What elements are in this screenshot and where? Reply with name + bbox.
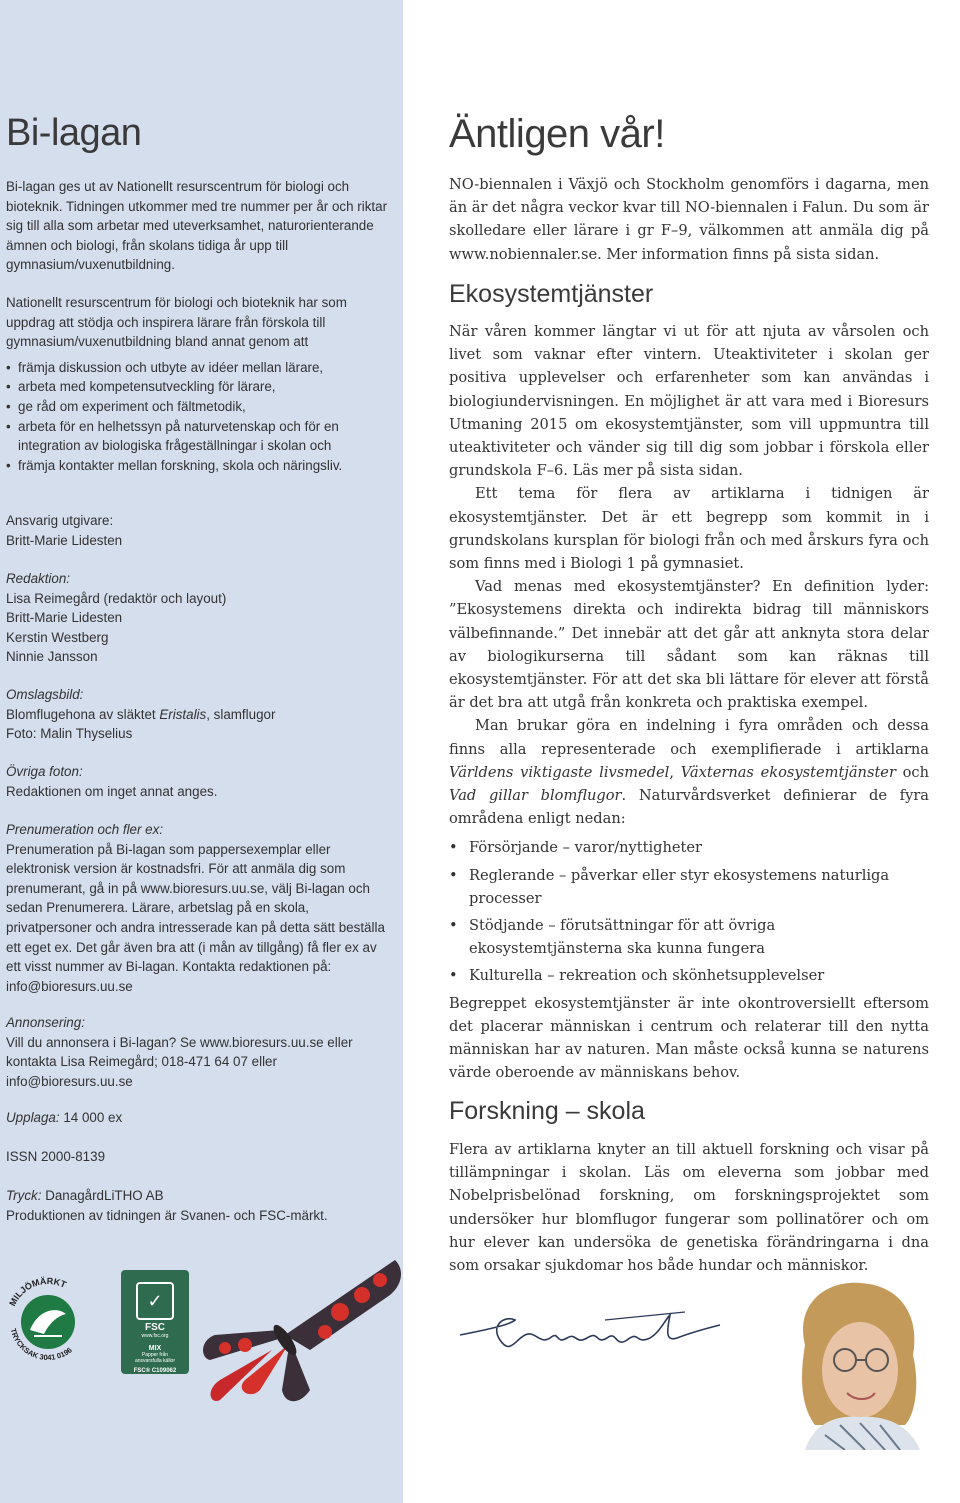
issn <box>6 1147 391 1167</box>
production-text: Produktionen av tidningen är Svanen- och FSC-märkt. <box>6 1207 328 1223</box>
article-title: Växternas ekosystemtjänster <box>680 763 896 781</box>
main-title: Äntligen vår! <box>449 112 665 156</box>
cover-caption <box>6 705 391 725</box>
sidebar-mission <box>6 293 391 475</box>
cover-photo-credit: Foto: Malin Thyselius <box>6 726 133 742</box>
fsc-text2: ansvarsfulla källor <box>134 1358 176 1364</box>
cover-label: Omslagsbild: <box>6 687 84 702</box>
moth-illustration <box>190 1240 410 1430</box>
areas-list <box>449 836 929 987</box>
other-photos-block <box>6 762 391 801</box>
other-photos-label: Övriga foton: <box>6 764 83 779</box>
list-item: • främja kontakter mellan forskning, skola och näringsliv. <box>6 456 391 476</box>
section-research-body <box>449 1138 929 1277</box>
print-run <box>6 1108 391 1128</box>
main-intro <box>449 173 929 266</box>
printer-name: DanagårdLiTHO AB <box>45 1188 164 1203</box>
cover-caption-genus: Eristalis <box>159 706 207 722</box>
list-item: • Reglerande – påverkar eller styr ekosystemens naturliga processer <box>449 864 929 910</box>
paragraph-text: , <box>669 763 681 781</box>
main-intro-text: NO-biennalen i Växjö och Stockholm genomförs i dagarna, men än är det några veckor kvar till NO-biennalen i Falun. Du som är skolledare eller lärare i gr F–9, välkommen att anmäla dig på www.nobiennaler.se. Mer information finns på sista sidan. <box>449 176 929 263</box>
mission-list <box>6 358 391 476</box>
editorial-member: Ninnie Jansson <box>6 649 98 665</box>
signature-image <box>455 1300 725 1360</box>
list-item: • främja diskussion och utbyte av idéer mellan lärare, <box>6 358 391 378</box>
editorial-block <box>6 569 391 667</box>
publisher-label: Ansvarig utgivare: <box>6 513 114 528</box>
paragraph: Flera av artiklarna knyter an till aktuell forskning och visar på tillämpningar i skolan. Läs om eleverna som jobbar med Nobelprisbelönad forskning, om forskningsprojektet som undersöker hur blomflugor fungerar som pollinatörer och om hur elever kan undersöka de genetiska förändringarna i dna som orsakar sjukdomar hos både hundar och människor. <box>449 1141 929 1275</box>
other-photos-text: Redaktionen om inget annat anges. <box>6 783 218 799</box>
svanen-top-text: MILJÖMÄRKT <box>7 1275 68 1308</box>
paragraph: När våren kommer längtar vi ut för att njuta av vårsolen och livet som vaknar efter vintern. Uteaktiviteter i skolan ger positiva upplevelser och erfarenheter som kan användas i biologiundervisningen. En möjlighet är att vara med i Bioresurs Utmaning 2015 om ekosystemtjänster, som vill uppmuntra till uteaktiviteter och vänder sig till dig som jobbar i förskola eller grundskola F–6. Läs mer på sista sidan. <box>449 323 929 480</box>
article-title: Vad gillar blomflugor <box>449 787 622 805</box>
ads-text: Vill du annonsera i Bi-lagan? Se www.bioresurs.uu.se eller kontakta Lisa Reimegård; 018-471 64 07 eller info@bioresurs.uu.se <box>6 1034 353 1089</box>
editorial-member: Lisa Reimegård (redaktör och layout) <box>6 590 227 606</box>
cover-caption-post: , slamflugor <box>206 706 276 722</box>
section-heading-research: Forskning – skola <box>449 1097 645 1125</box>
ads-block <box>6 1013 391 1091</box>
section-heading-ecosystem: Ekosystemtjänster <box>449 280 654 308</box>
paragraph <box>449 714 929 830</box>
fsc-mix: MIX <box>148 1345 162 1352</box>
fsc-logo <box>121 1270 189 1374</box>
fsc-url: www.fsc.org <box>141 1333 169 1339</box>
intro-text: Bi-lagan ges ut av Nationellt resurscentrum för biologi och bioteknik. Tidningen utkommer med tre nummer per år och riktar sig till alla som arbetar med uteverksamhet, naturorienterande ämnen och biologi, från skolans tidiga år upp till gymnasium/vuxenutbildning. <box>6 179 388 273</box>
editorial-label: Redaktion: <box>6 571 71 586</box>
sidebar-title: Bi-lagan <box>6 112 142 154</box>
sidebar-intro <box>6 177 391 275</box>
subscription-label: Prenumeration och fler ex: <box>6 822 164 837</box>
paragraph-text: och <box>895 763 929 781</box>
paragraph: Begreppet ekosystemtjänster är inte okontroversiellt eftersom det placerar människan i centrum och relaterar till den nytta människan har av naturen. Man måste också kunna se naturens värde oberoende av människans behov. <box>449 994 929 1082</box>
fsc-tree-icon: ✓ <box>136 1282 174 1320</box>
fsc-name: FSC <box>145 1322 165 1333</box>
paragraph-text: Man brukar göra en indelning i fyra områden och dessa finns alla representerade och exemplifierade i artiklarna <box>449 717 929 758</box>
printer-label: Tryck: <box>6 1188 42 1203</box>
printer-block <box>6 1186 391 1225</box>
editorial-member: Britt-Marie Lidesten <box>6 610 123 626</box>
issn-text: ISSN 2000-8139 <box>6 1149 106 1164</box>
print-run-value: 14 000 ex <box>63 1110 123 1125</box>
cover-caption-pre: Blomflugehona av släktet <box>6 706 160 722</box>
editorial-member: Kerstin Westberg <box>6 629 109 645</box>
list-item: • Stödjande – förutsättningar för att övriga ekosystemtjänsterna ska kunna fungera <box>449 914 929 960</box>
mission-text: Nationellt resurscentrum för biologi och bioteknik har som uppdrag att stödja och inspirera lärare från förskola till gymnasium/vuxenutbildning bland annat genom att <box>6 295 347 350</box>
paragraph-text: . Naturvårdsverket definierar de fyra områdena enligt nedan: <box>449 787 929 828</box>
author-portrait <box>785 1275 930 1450</box>
article-title: Världens viktigaste livsmedel <box>449 763 670 781</box>
fsc-text1: Papper från <box>141 1352 169 1358</box>
publisher-name: Britt-Marie Lidesten <box>6 532 123 548</box>
list-item: • arbeta med kompetensutveckling för lärare, <box>6 377 391 397</box>
print-run-label: Upplaga: <box>6 1110 60 1125</box>
list-item: • ge råd om experiment och fältmetodik, <box>6 397 391 417</box>
section-ecosystem-body <box>449 320 929 1085</box>
list-item: • arbeta för en helhetssyn på naturvetenskap och för en integration av biologiska frågeställningar i skolan och <box>6 417 391 456</box>
fsc-code: FSC® C109062 <box>133 1368 177 1374</box>
paragraph: Vad menas med ekosystemtjänster? En definition lyder: ”Ekosystemens direkta och indirekta bidrag till människors välbefinnande.” Det innebär att det går att anknyta stora delar av biologikurserna till sådant som kan räknas till ekosystemtjänster. För att det ska bli lättare för elever att förstå är det bra att utgå från konkreta och praktiska exempel. <box>449 578 929 712</box>
subscription-text: Prenumeration på Bi-lagan som pappersexemplar eller elektronisk version är kostnadsfri. För att anmäla dig som prenumerant, gå in på www.bioresurs.uu.se, välj Bi-lagan och sedan Prenumerera. Lärare, arbetslag på en skola, privatpersoner och andra intresserade kan på detta sätt beställa ett eget ex. Det går även bra att (i mån av tillgång) få fler ex av ett visst nummer av Bi-lagan. Kontakta redaktionen på: info@bioresurs.uu.se <box>6 841 385 994</box>
ads-label: Annonsering: <box>6 1015 85 1030</box>
subscription-block <box>6 820 391 996</box>
list-item: • Försörjande – varor/nyttigheter <box>449 836 929 859</box>
paragraph: Ett tema för flera av artiklarna i tidnigen är ekosystemtjänster. Det är ett begrepp som kommit in i grundskolans kursplan för biologi från och med årskurs fyra och som finns med i Biologi 1 på gymnasiet. <box>449 485 929 573</box>
svanen-ecolabel-logo <box>4 1270 92 1370</box>
svanen-bottom-text: TRYCKSAK 3041 0196 <box>8 1327 74 1363</box>
list-item: • Kulturella – rekreation och skönhetsupplevelser <box>449 964 929 987</box>
cover-block <box>6 685 391 744</box>
publisher-block <box>6 511 391 550</box>
